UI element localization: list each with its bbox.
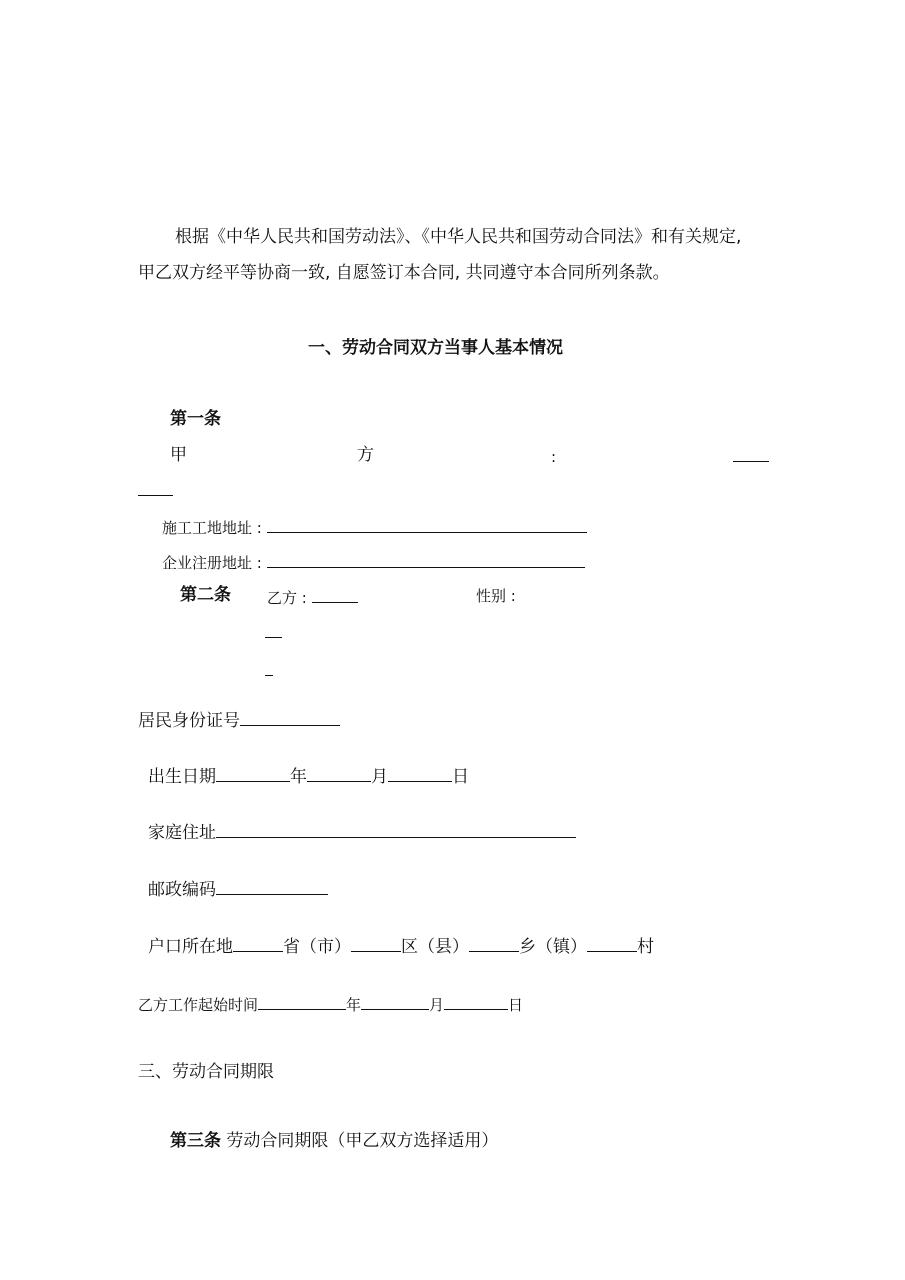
party-b-blank[interactable] xyxy=(312,585,358,603)
birth-day-blank[interactable] xyxy=(388,764,452,782)
gender-blank[interactable] xyxy=(265,620,282,644)
start-year-label: 年 xyxy=(346,996,362,1014)
party-a-colon: : xyxy=(551,448,557,466)
hukou-township-label: 乡（镇） xyxy=(519,937,587,957)
section-1-title: 一、劳动合同双方当事人基本情况 xyxy=(308,338,563,358)
hukou-row xyxy=(148,934,654,958)
gender-label: 性别 : xyxy=(476,587,516,605)
party-a-char-1: 甲 xyxy=(170,445,187,465)
start-month-label: 月 xyxy=(429,996,445,1014)
gender-blank-2[interactable] xyxy=(265,658,273,682)
id-number-blank[interactable] xyxy=(240,708,340,726)
hukou-label: 户口所在地 xyxy=(148,937,233,957)
site-address-row xyxy=(162,515,587,539)
postal-code-blank[interactable] xyxy=(216,877,328,895)
hukou-province-blank[interactable] xyxy=(233,934,283,952)
site-address-blank[interactable] xyxy=(267,515,587,533)
article-3-text: 劳动合同期限（甲乙双方选择适用） xyxy=(226,1131,499,1151)
article-1-heading: 第一条 xyxy=(170,409,221,429)
birth-month-blank[interactable] xyxy=(307,764,371,782)
section-3-title: 三、劳动合同期限 xyxy=(138,1062,274,1082)
party-b-row xyxy=(267,585,358,609)
reg-address-blank[interactable] xyxy=(267,550,585,568)
home-address-row xyxy=(148,820,576,844)
reg-address-label: 企业注册地址 : xyxy=(162,554,262,572)
hukou-village-blank[interactable] xyxy=(587,934,637,952)
birth-year-blank[interactable] xyxy=(216,764,290,782)
reg-address-row xyxy=(162,550,585,574)
party-a-blank[interactable] xyxy=(733,444,769,468)
home-address-label: 家庭住址 xyxy=(148,823,216,843)
birth-date-label: 出生日期 xyxy=(148,767,216,787)
hukou-district-blank[interactable] xyxy=(351,934,401,952)
postal-code-row xyxy=(148,877,328,901)
start-date-row xyxy=(138,992,523,1016)
hukou-township-blank[interactable] xyxy=(469,934,519,952)
birth-day-label: 日 xyxy=(452,767,469,787)
start-month-blank[interactable] xyxy=(361,992,429,1010)
birth-month-label: 月 xyxy=(371,767,388,787)
start-day-blank[interactable] xyxy=(444,992,508,1010)
article-2-heading: 第二条 xyxy=(180,585,231,605)
party-b-label: 乙方 : xyxy=(267,589,307,607)
intro-line-2: 甲乙双方经平等协商一致, 自愿签订本合同, 共同遵守本合同所列条款。 xyxy=(138,263,670,283)
hukou-district-label: 区（县） xyxy=(401,937,469,957)
party-a-char-2: 方 xyxy=(357,445,374,465)
birth-year-label: 年 xyxy=(290,767,307,787)
party-a-blank-cont[interactable] xyxy=(138,478,173,502)
article-3-heading: 第三条 xyxy=(170,1131,221,1151)
birth-date-row xyxy=(148,764,469,788)
start-year-blank[interactable] xyxy=(258,992,346,1010)
start-date-label: 乙方工作起始时间 xyxy=(138,996,259,1014)
hukou-village-label: 村 xyxy=(637,937,654,957)
hukou-province-label: 省（市） xyxy=(283,937,351,957)
intro-line-1: 根据《中华人民共和国劳动法》、《中华人民共和国劳动合同法》和有关规定, xyxy=(175,227,742,247)
article-3-row xyxy=(170,1130,498,1152)
start-day-label: 日 xyxy=(508,996,524,1014)
id-number-label: 居民身份证号 xyxy=(138,711,240,731)
home-address-blank[interactable] xyxy=(216,820,576,838)
site-address-label: 施工工地地址 : xyxy=(162,519,262,537)
id-number-row xyxy=(138,708,340,732)
postal-code-label: 邮政编码 xyxy=(148,880,216,900)
